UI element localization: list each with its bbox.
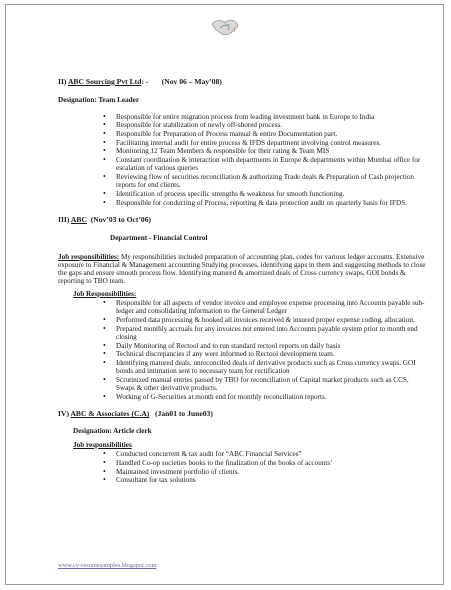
list-item: • Identifying matured deals, unreconciled deals of derivative products such as Cross currency swaps, GOI bonds and intimation sent to necessary team for rectification	[116, 359, 428, 376]
section-title-abc: III) ABC (Nov’03 to Oct’06)	[58, 214, 152, 224]
job-responsibilities-paragraph: Job responsibilities: My responsibilities included preparation of accounting plan, codes for various ledger accounts. Extensive exposure to Financial & Management accounting Studying processes, identifying gaps in them and suggesting methods to close the gaps and ensure smooth process flow. Identifying matured & amortized deals of Cross currency swaps, GOI bonds & reporting to TBO team.	[58, 252, 426, 286]
list-item: • Responsible for entire migration process from leading investment bank in Europe to India	[116, 113, 428, 121]
list-item: • Responsible for stabilization of newly off-shored process.	[116, 121, 428, 129]
job-responsibilities-subheading: Job responsibilities	[73, 440, 132, 449]
section-title-abc-sourcing: II) ABC Sourcing Pvt Ltd: - (Nov 06 – May’08)	[58, 77, 222, 86]
list-item: • Daily Monitoring of Rectool and to run standard rectool reports on daily basis	[116, 342, 428, 350]
list-item: • Facilitating internal audit for entire process & IFDS department involving control measures.	[116, 139, 428, 147]
designation-article-clerk: Designation: Article clerk	[73, 426, 152, 435]
section-title-abc-associates: IV) ABC & Associates (C.A) (Jan01 to June03)	[58, 409, 213, 419]
list-item: • Responsible for all aspects of vendor invoice and employee expense processing into Accounts payable sub-ledger and consolidating information to the General Ledger	[116, 299, 428, 316]
handshake-icon	[210, 14, 240, 38]
list-item: • Conducted concurrent & tax audit for “ABC Financial Services”	[116, 450, 428, 458]
bullet-list-abc-associates	[58, 450, 428, 484]
list-item: • Performed data processing & booked all invoices received & insured proper expense coding, allocation.	[116, 316, 428, 324]
job-responsibilities-subheading: Job Responsibilities:	[73, 289, 137, 298]
bullet-list-abc-sourcing	[58, 113, 428, 207]
list-item: • Working of G-Securities at month end for monthly reconciliation reports.	[116, 393, 428, 401]
list-item: • Prepared monthly accruals for any invoices not entered into Accounts payable system prior to month end closing	[116, 325, 428, 342]
list-item: • Responsible for Preparation of Process manual & entire Documentation part.	[116, 130, 428, 138]
list-item: • Maintained investment portfolio of clients.	[116, 468, 428, 476]
resume-content	[58, 78, 428, 485]
bullet-list-abc	[58, 299, 428, 401]
list-item: • Reviewing flow of securities reconciliation & authorizing Trade deals & Preparation of Cash projection reports for end clients.	[116, 173, 428, 190]
list-item: • Constant coordination & interaction with departments in Europe & departments within Mumbai office for escalation of various queries	[116, 156, 428, 173]
designation-team-leader: Designation: Team Leader	[58, 96, 140, 105]
list-item: • Responsible for conducting of Process, reporting & data protection audit on quarterly basis for IFDS.	[116, 199, 428, 207]
list-item: • Monitoring 12 Team Members & responsible for their rating & Team MIS	[116, 147, 428, 155]
list-item: • Technical discrepancies if any were informed to Rectool development team.	[116, 350, 428, 358]
footer-website-link[interactable]: www.cv-resumesamples.blogspot.com	[58, 562, 157, 569]
list-item: • Handled Co-op societies books to the finalization of the books of accounts’	[116, 459, 428, 467]
list-item: • Scrutinized manual entries passed by TBO for reconciliation of Capital market products such as CCS, Swaps & other derivative products.	[116, 376, 428, 393]
list-item: • Consultant for tax solutions	[116, 476, 428, 484]
department-financial-control: Department - Financial Control	[110, 234, 208, 243]
list-item: • Identification of process specific strengths & weakness for smooth functioning.	[116, 190, 428, 198]
